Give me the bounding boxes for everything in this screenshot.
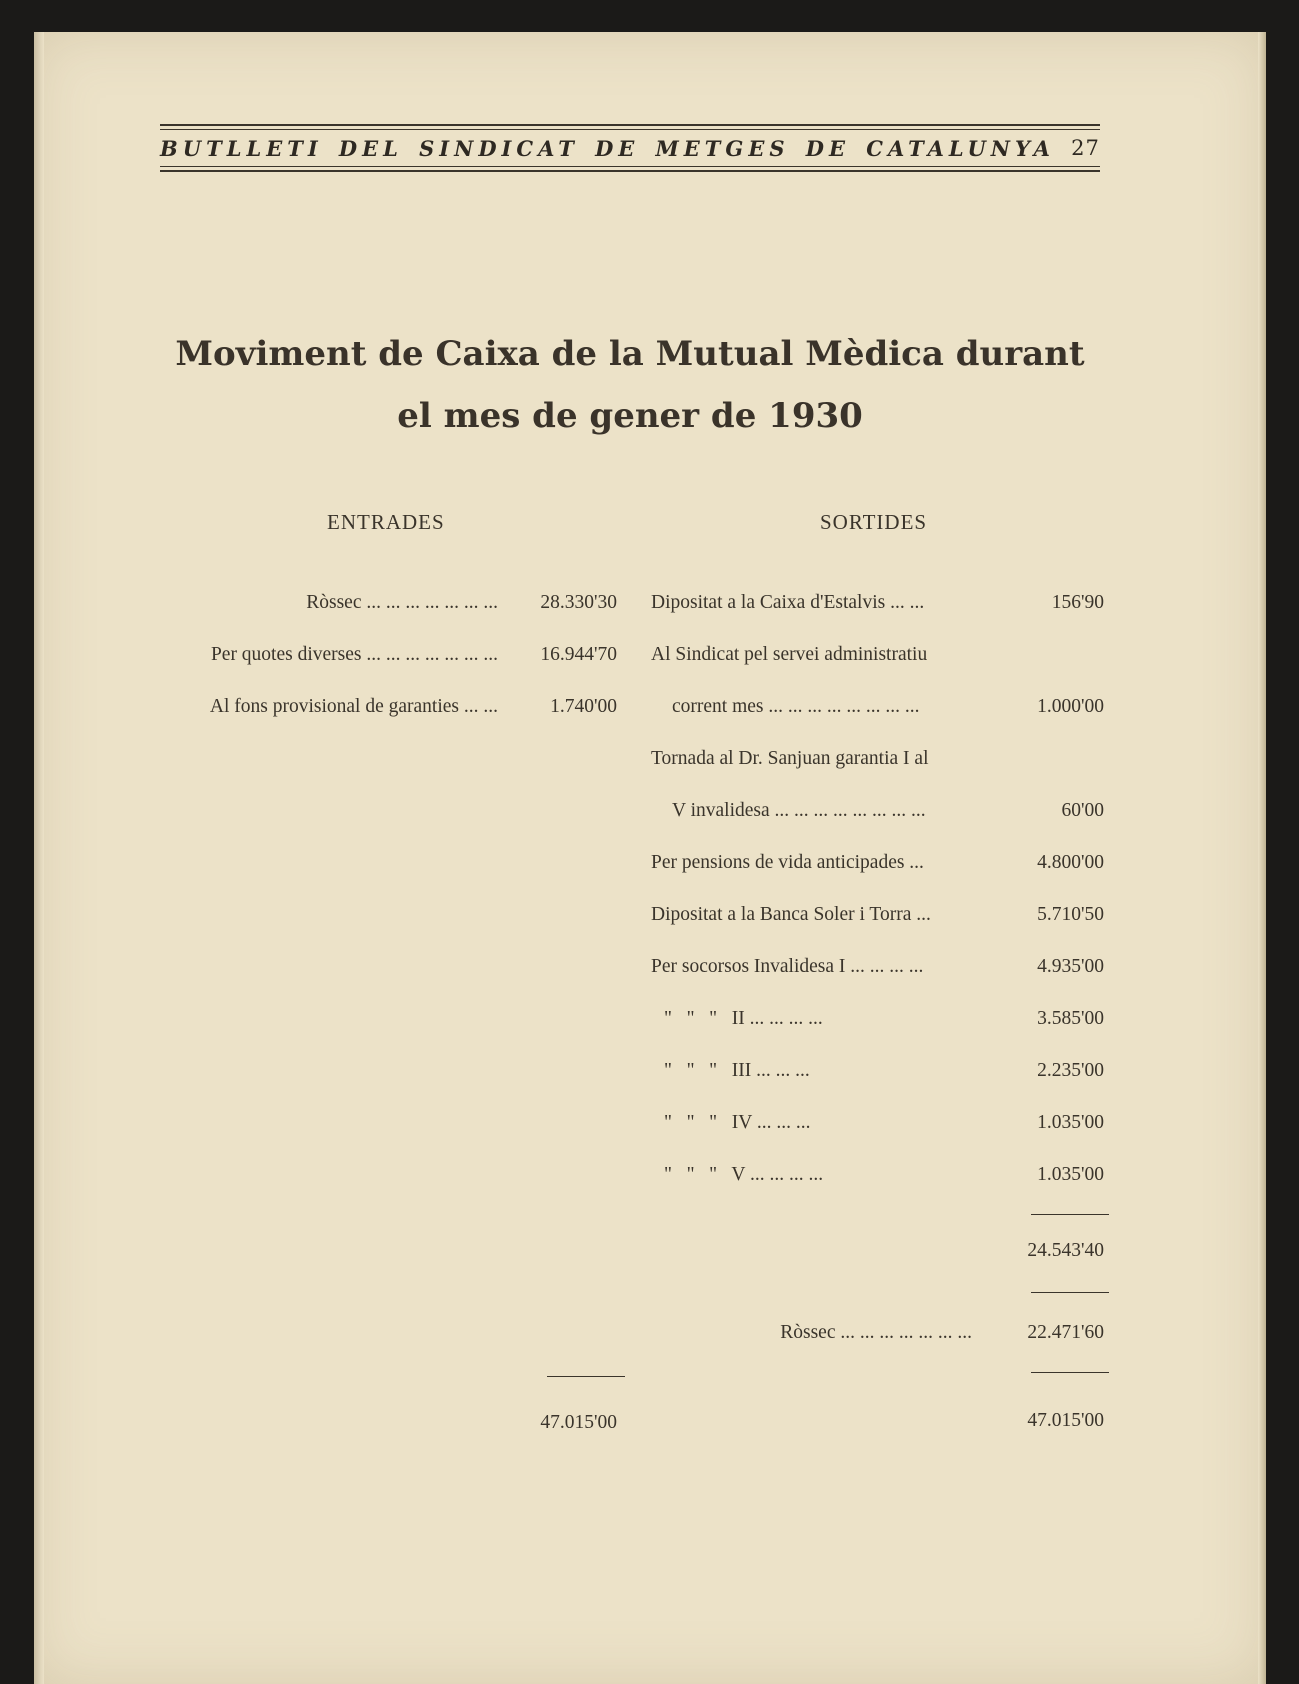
sortides-label: corrent mes ... ... ... ... ... ... ... ... bbox=[672, 696, 920, 717]
sortides-value: 1.000'00 bbox=[1037, 696, 1104, 717]
header-word: CATALUNYA bbox=[866, 135, 1055, 161]
entrades-total-rule bbox=[547, 1376, 625, 1377]
sortides-label: V invalidesa ... ... ... ... ... ... ... ... bbox=[672, 800, 926, 821]
header-word: DE bbox=[595, 135, 640, 161]
sortides-label: Tornada al Dr. Sanjuan garantia I al bbox=[651, 748, 929, 769]
sortides-value: 1.035'00 bbox=[1037, 1112, 1104, 1133]
sortides-label: " " " IV ... ... ... bbox=[664, 1112, 811, 1133]
page-edge-shadow bbox=[1258, 32, 1266, 1684]
entrades-total: 47.015'00 bbox=[540, 1412, 617, 1433]
sortides-label: Per socorsos Invalidesa I ... ... ... ... bbox=[651, 956, 924, 977]
header-text bbox=[160, 130, 1100, 166]
entrades-label: Per quotes diverses ... ... ... ... ... ... ... bbox=[210, 644, 498, 665]
sortides-value: 4.935'00 bbox=[1037, 956, 1104, 977]
sortides-value: 4.800'00 bbox=[1037, 852, 1104, 873]
page-spine-shadow bbox=[34, 32, 44, 1684]
document-page bbox=[34, 32, 1266, 1684]
page-number: 27 bbox=[1071, 136, 1100, 160]
sortides-value: 2.235'00 bbox=[1037, 1060, 1104, 1081]
sortides-label: " " " V ... ... ... ... bbox=[664, 1164, 824, 1185]
header-rule-bottom bbox=[160, 170, 1100, 172]
sortides-label: Al Sindicat pel servei administratiu bbox=[651, 644, 928, 665]
header-word: SINDICAT bbox=[419, 135, 579, 161]
sortides-rossec-value: 22.471'60 bbox=[1027, 1322, 1104, 1343]
entrades-value: 28.330'30 bbox=[540, 592, 617, 613]
sortides-label: Per pensions de vida anticipades ... bbox=[651, 852, 924, 873]
entrades-label: Al fons provisional de garanties ... ... bbox=[209, 696, 498, 717]
header-word: DE bbox=[805, 135, 850, 161]
sortides-label: " " " III ... ... ... bbox=[664, 1060, 810, 1081]
entrades-value: 1.740'00 bbox=[550, 696, 617, 717]
sortides-rossec-label: Ròssec ... ... ... ... ... ... ... bbox=[780, 1322, 972, 1343]
sortides-value: 60'00 bbox=[1061, 800, 1104, 821]
sortides-value: 1.035'00 bbox=[1037, 1164, 1104, 1185]
sortides-value: 156'90 bbox=[1051, 592, 1104, 613]
header-rule-top bbox=[160, 124, 1100, 126]
sortides-total: 47.015'00 bbox=[1027, 1410, 1104, 1431]
entrades-label: Ròssec ... ... ... ... ... ... ... bbox=[306, 592, 498, 613]
header-word: BUTLLETI bbox=[160, 135, 323, 161]
entrades-heading: ENTRADES bbox=[327, 510, 445, 534]
sortides-subtotal: 24.543'40 bbox=[1027, 1240, 1104, 1261]
sortides-label: Dipositat a la Banca Soler i Torra ... bbox=[651, 904, 931, 925]
sortides-value: 5.710'50 bbox=[1037, 904, 1104, 925]
sortides-total-rule bbox=[1031, 1372, 1109, 1373]
header-rule-bottom-thin bbox=[160, 166, 1100, 167]
page-title-line-1: Moviment de Caixa de la Mutual Mèdica durant bbox=[175, 334, 1085, 374]
sortides-value: 3.585'00 bbox=[1037, 1008, 1104, 1029]
subtotal-rule bbox=[1031, 1214, 1109, 1215]
sortides-label: Dipositat a la Caixa d'Estalvis ... ... bbox=[651, 592, 925, 613]
sortides-heading: SORTIDES bbox=[820, 510, 928, 534]
header-word: DEL bbox=[338, 135, 403, 161]
sortides-label: " " " II ... ... ... ... bbox=[664, 1008, 823, 1029]
page-title-line-2: el mes de gener de 1930 bbox=[397, 396, 863, 436]
entrades-value: 16.944'70 bbox=[540, 644, 617, 665]
rossec-rule bbox=[1031, 1292, 1109, 1293]
header-word: METGES bbox=[655, 135, 790, 161]
running-header bbox=[160, 124, 1100, 172]
